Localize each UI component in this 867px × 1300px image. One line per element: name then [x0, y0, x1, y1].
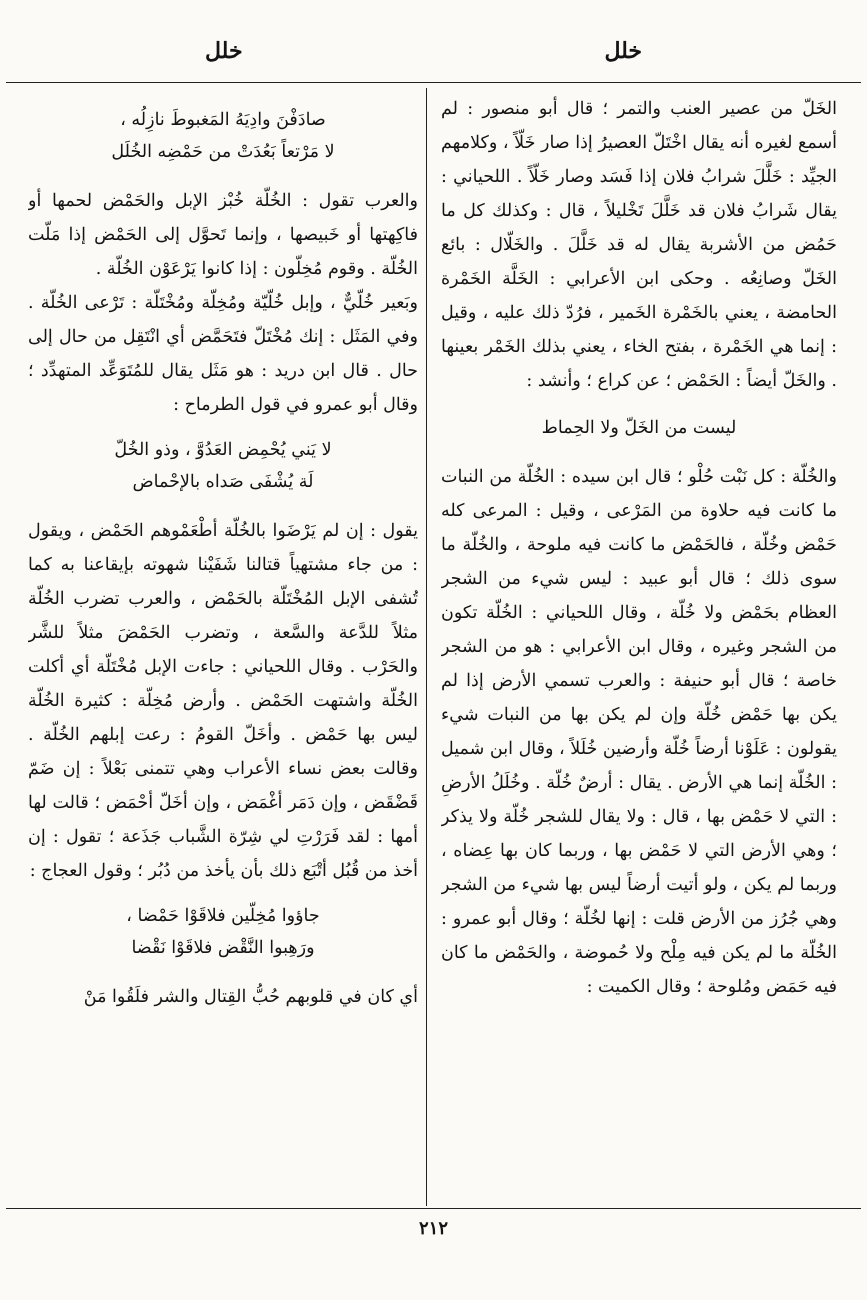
- left-paragraph-3: يقول : إن لم يَرْضَوا بالخُلّة أطْعَمْوهم الحَمْض ، ويقول : من جاء مشتهياً قتالنا شَفَيْنا شهوته بإيقاعنا به كما تُشفى الإبل المُخْتَلّة بالحَمْض ، والعرب تضرب الخُلّة مثلاً للدَّعة والسَّعة ، وتضرب الحَمْضَ مثلاً للشَّر والحَرْب . وقال اللحياني : جاءت الإبل مُخْتَلّة أي أكلت الخُلّة واشتهت الحَمْض . وأرض مُخِلّة : كثيرة الخُلّة ليس بها حَمْض . وأخَلّ القومُ : رعت إبلهم الخُلّة . وقالت بعض نساء الأعراب وهي تتمنى بَعْلاً : إن ضَمّ قَضْقَض ، وإن دَمَر أغْمَض ، وإن أخَلّ أحْمَض ؛ قالت لها أمها : لقد فَرَرْتِ لي شِرّة الشَّباب جَذَعة ؛ تقول : إن أخذ من قُبُل أتْبَع ذلك بأن يأخذ من دُبُر ؛ وقول العجاج :: [28, 521, 418, 881]
- left-paragraph-1: والعرب تقول : الخُلّة خُبْز الإبل والحَمْض لحمها أو فاكِهتها أو خَبيصها ، وإنما تَحوَّل إلى الحَمْض إذا مَلّت الخُلّة . وقوم مُخِلّون : إذا كانوا يَرْعَوْن الخُلّة .: [28, 191, 418, 279]
- running-head-right: خلل: [604, 38, 642, 64]
- verse-line: لا يَني يُحْمِض العَدُوَّ ، وذو الخُلّ: [114, 440, 332, 460]
- verse-line: لا مَرْتعاً بَعُدَتْ من حَمْضِه الخُلَل: [111, 142, 335, 162]
- footer-rule: [6, 1208, 861, 1209]
- verse-line: صادَفْنَ وادِيَهُ المَغبوطَ نازِلُه ،: [120, 110, 326, 130]
- left-paragraph-4: أي كان في قلوبهم حُبُّ القِتال والشر فلَقُوا مَنْ: [83, 987, 418, 1007]
- left-verse-2: [28, 434, 418, 498]
- left-verse-1: [28, 104, 418, 168]
- right-paragraph-2: والخُلّة : كل نَبْت حُلْو ؛ قال ابن سيده : الخُلّة من النبات ما كانت فيه حلاوة من المَرْعى ، وقيل : المرعى كله حَمْض وخُلّة ، فالحَمْض ما كانت فيه ملوحة ، والخُلّة ما سوى ذلك ؛ قال أبو عبيد : ليس شيء من الشجر العظام بحَمْض ولا خُلّة ، وقال اللحياني : الخُلّة تكون من الشجر وغيره ، وقال ابن الأعرابي : هو من الشجر خاصة ؛ قال أبو حنيفة : والعرب تسمي الأرض إذا لم يكن بها حَمْض خُلّة وإن لم يكن بها من النبات شيء يقولون : عَلَوْنا أرضاً خُلّة وأرضين خُلَلاً ، وقال ابن شميل : الخُلّة إنما هي الأرض . يقال : أرضٌ خُلّة . وخُلَلُ الأرضِ : التي لا حَمْض بها ، قال : ولا يقال للشجر خُلّة ولا يذكر ؛ وهي الأرض التي لا حَمْض بها ، وربما كان بها عِضاه ، وربما لم يكن ، ولو أتيت أرضاً ليس بها شيء من الشجر وهي جُرُز من الأرض قلت : إنها لخُلّة ؛ وقال أبو عمرو : الخُلّة ما لم يكن فيه مِلْح ولا حُموضة ، والحَمْض ما كان فيه حَمَض ومُلوحة ؛ وقال الكميت :: [441, 467, 837, 997]
- right-paragraph-1: الخَلّ من عصير العنب والتمر ؛ قال أبو منصور : لم أسمع لغيره أنه يقال اخْتَلّ العصيرُ إذا صار خَلّاً ، وكلامهم الجيِّد : خَلَّلَ شرابُ فلان إذا فَسَد وصار خَلّاً . اللحياني : يقال شَرابُ فلان قد خَلَّلَ تَخْليلاً ، قال : وكذلك كل ما حَمُض من الأشربة يقال له قد خَلَّلَ . والخَلّال : بائع الخَلّ وصانِعُه . وحكى ابن الأعرابي : الخَلَّة الخَمْرة الحامضة ، يعني بالخَمْرة الخَمير ، فرُدّ ذلك عليه ، وقيل : إنما هي الخَمْرة ، بفتح الخاء ، يعني بذلك الخَمْر بعينها . والخَلّ أيضاً : الحَمْض ؛ عن كراع ؛ وأنشد :: [441, 99, 837, 391]
- right-verse: ليست من الخَلّ ولا الحِماط: [541, 418, 737, 438]
- header-rule: [6, 82, 861, 83]
- verse-line: لَة يُشْفَى صَداه بالإحْماض: [132, 472, 314, 492]
- left-verse-3: [28, 900, 418, 964]
- column-divider: [426, 88, 427, 1206]
- left-paragraph-2: وبَعير خُلّيٌّ ، وإبل خُلّيّة ومُخِلّة ومُخْتَلّة : تَرْعى الخُلّة . وفي المَثَل : إنك مُخْتَلّ فتَحَمَّض أي انْتَقِل من حال إلى حال . قال ابن دريد : هو مَثَل يقال للمُتَوَعِّد المتهدِّد ؛ وقال أبو عمرو في قول الطرماح :: [28, 293, 418, 415]
- verse-line: جاؤوا مُخِلّين فلاقَوْا حَمْضا ،: [126, 906, 320, 926]
- page-number: ٢١٢: [418, 1218, 448, 1239]
- right-column: [441, 92, 837, 1200]
- running-head-left: خلل: [205, 38, 243, 64]
- left-column: [28, 92, 418, 1200]
- verse-line: ورَهِبوا النَّقْض فلاقَوْا نَقْضا: [131, 938, 315, 958]
